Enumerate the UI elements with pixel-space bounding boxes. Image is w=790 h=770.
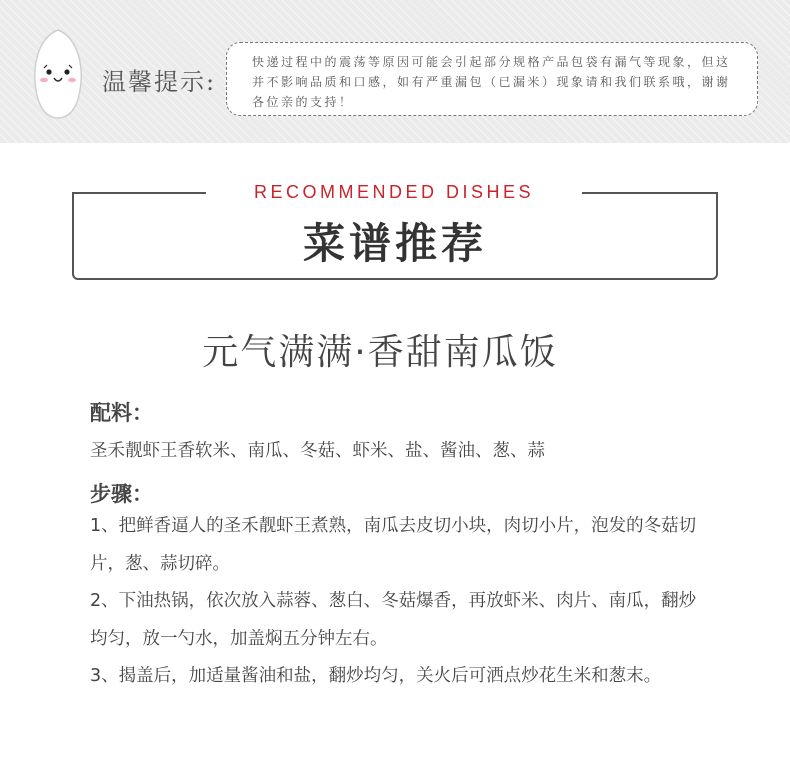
step-item: 2、下油热锅，依次放入蒜蓉、葱白、冬菇爆香，再放虾米、肉片、南瓜，翻炒均匀，放一勺水，加盖焖五分钟左右。	[90, 591, 697, 649]
title-frame-line-right	[582, 192, 718, 194]
title-frame-line-left	[72, 192, 206, 194]
section-subtitle: RECOMMENDED DISHES	[253, 182, 535, 202]
rice-grain-mascot-icon	[30, 28, 86, 120]
step-item: 1、把鲜香逼人的圣禾靓虾王煮熟，南瓜去皮切小块，肉切小片，泡发的冬菇切片，葱、蒜切碎。	[90, 516, 697, 574]
steps-label: 步骤：	[90, 482, 153, 506]
ingredients-text: 圣禾靓虾王香软米、南瓜、冬菇、虾米、盐、酱油、葱、蒜	[90, 441, 545, 461]
step-item: 3、揭盖后，加适量酱油和盐，翻炒均匀，关火后可洒点炒花生米和葱末。	[90, 666, 662, 686]
notice-text: 快递过程中的震荡等原因可能会引起部分规格产品包袋有漏气等现象，但这并不影响品质和口感，如有严重漏包（已漏米）现象请和我们联系哦，谢谢各位亲的支持！	[252, 55, 731, 109]
section-title: 菜谱推荐	[302, 219, 487, 268]
ingredients-label: 配料：	[90, 401, 153, 425]
dish-name: 元气满满·香甜南瓜饭	[202, 332, 558, 373]
steps-list	[90, 508, 708, 696]
notice-title: 温馨提示:	[102, 68, 217, 96]
